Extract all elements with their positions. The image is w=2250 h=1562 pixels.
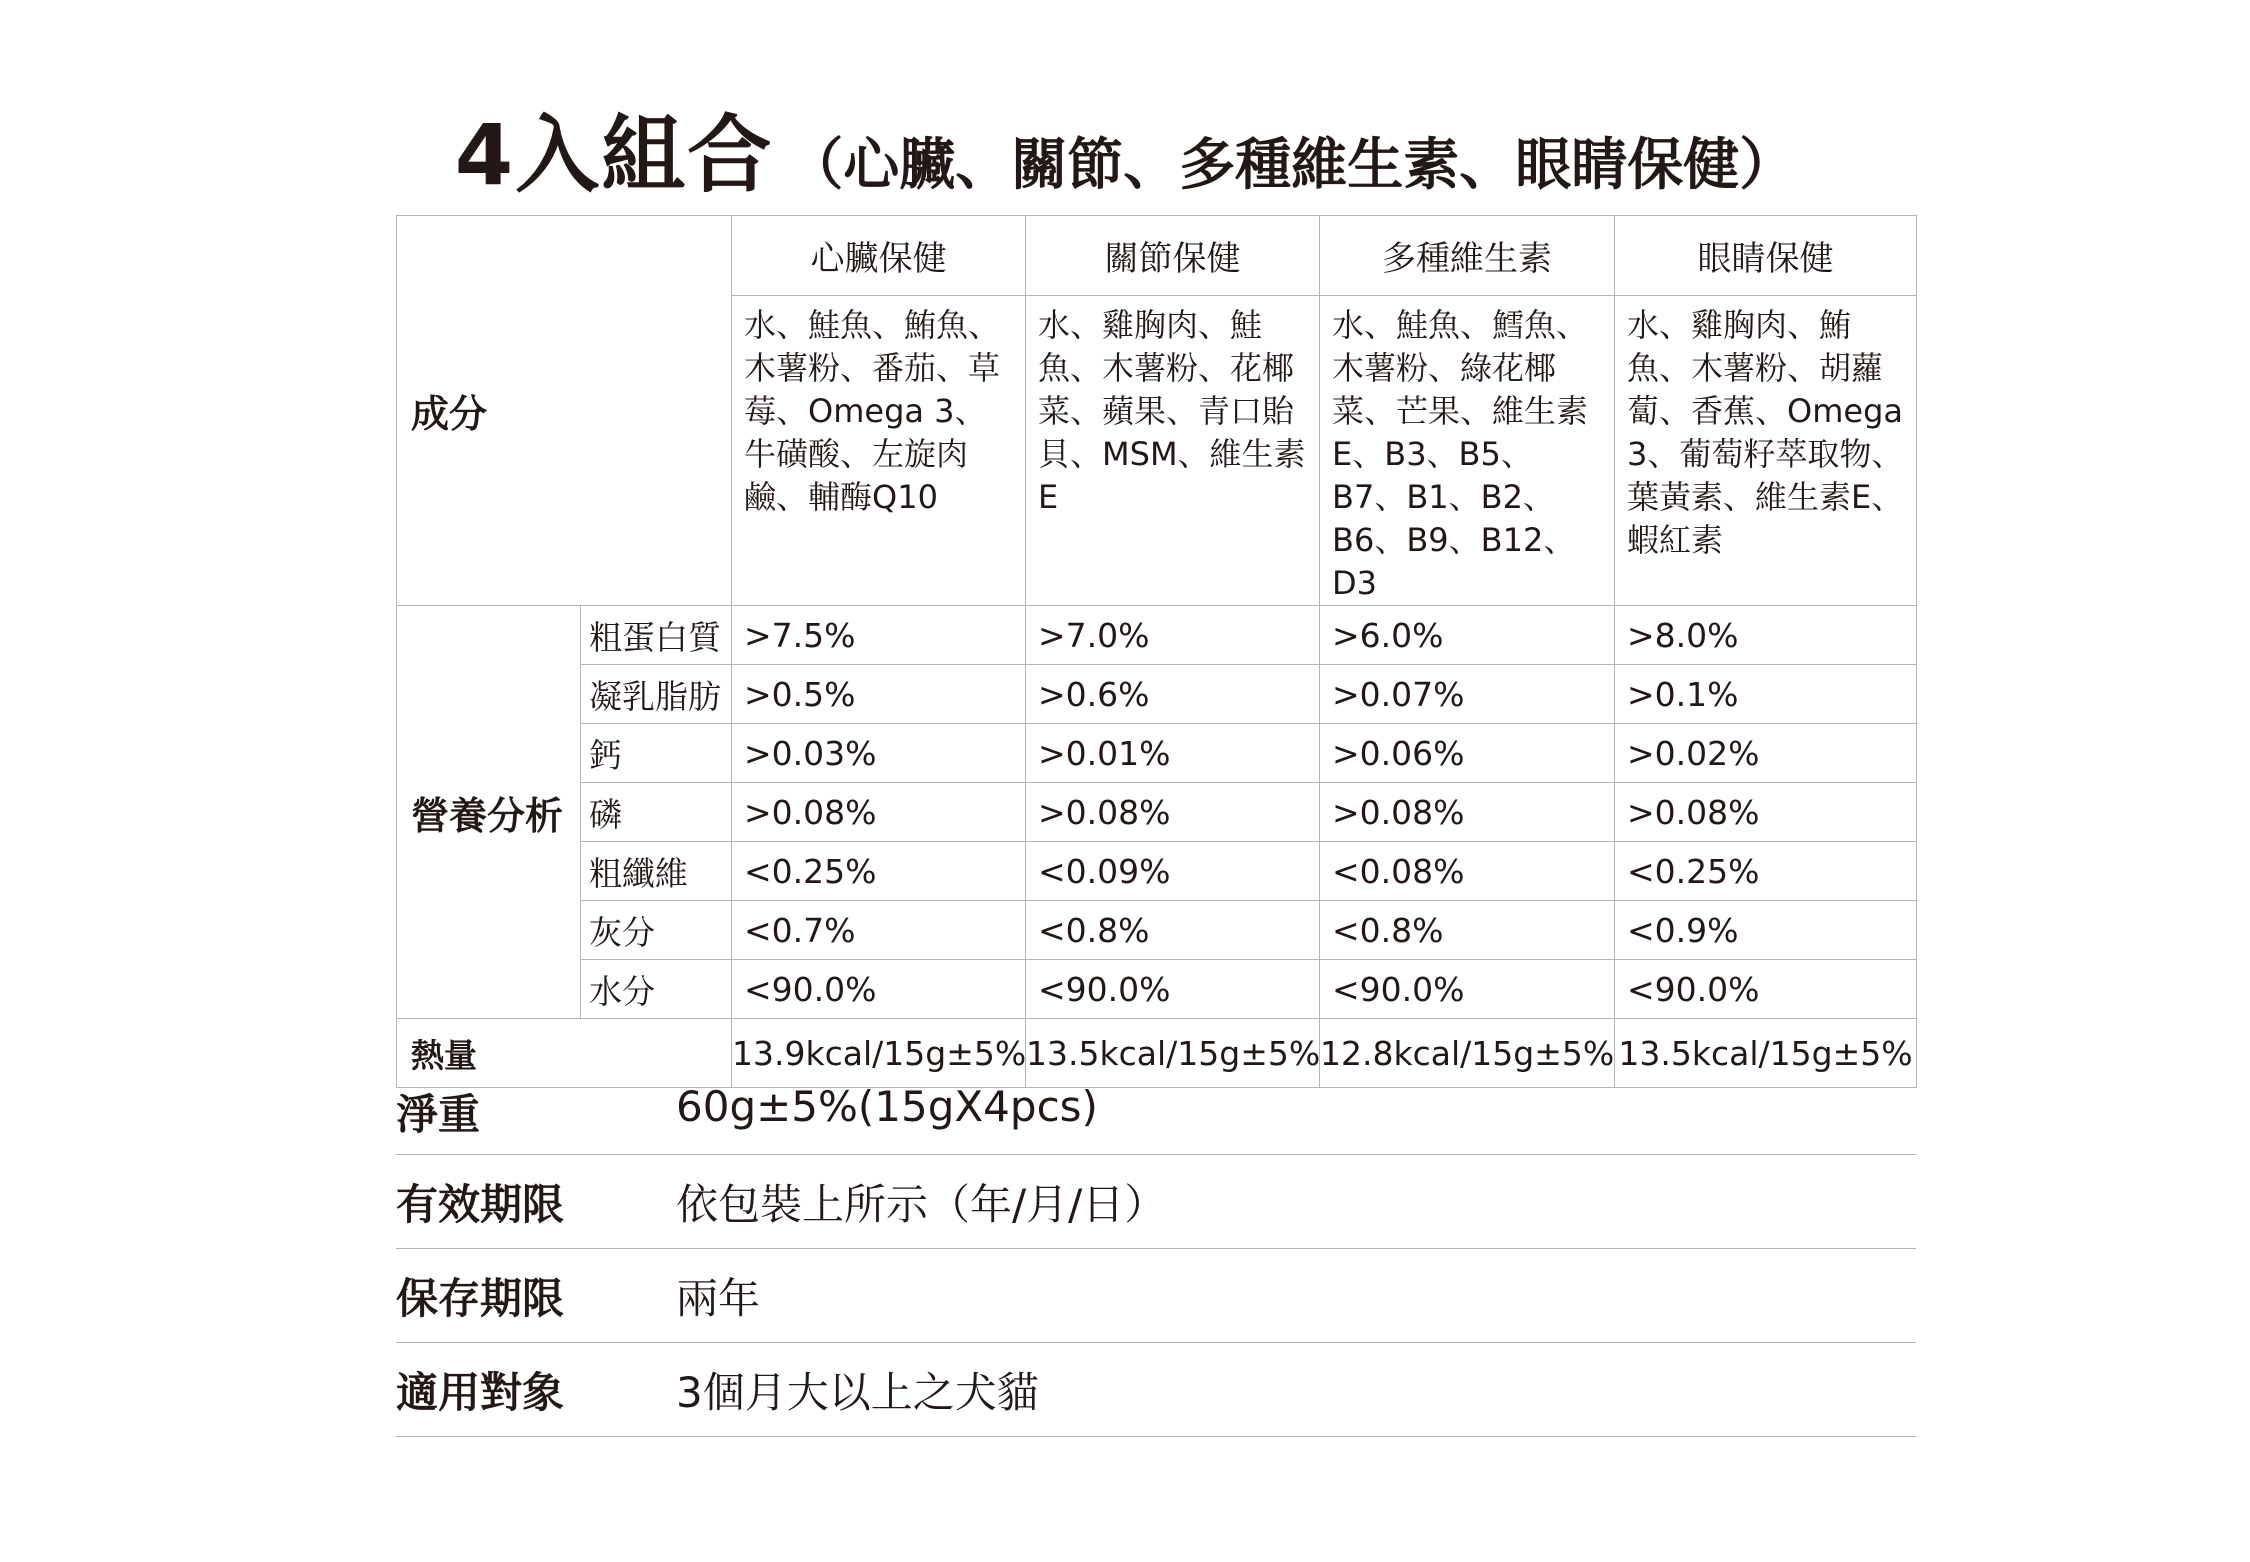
nutrient-value: <0.9% [1615, 901, 1917, 960]
ingredients-joint: 水、雞胸肉、鮭魚、木薯粉、花椰菜、蘋果、青口貽貝、MSM、維生素E [1026, 296, 1320, 606]
nutrient-name: 粗纖維 [581, 842, 732, 901]
energy-value: 13.5kcal/15g±5% [1026, 1019, 1320, 1088]
nutrient-value: <90.0% [1615, 960, 1917, 1019]
nutrition-row [397, 842, 1917, 901]
nutrient-value: <0.8% [1320, 901, 1615, 960]
ingredients-eye: 水、雞胸肉、鮪魚、木薯粉、胡蘿蔔、香蕉、Omega 3、葡萄籽萃取物、葉黃素、維生素E、蝦紅素 [1615, 296, 1917, 606]
nutrient-name: 灰分 [581, 901, 732, 960]
nutrient-value: >0.1% [1615, 665, 1917, 724]
nutrient-value: <0.08% [1320, 842, 1615, 901]
nutrient-value: >0.08% [1026, 783, 1320, 842]
nutrient-value: <0.8% [1026, 901, 1320, 960]
spec-table [396, 215, 1917, 1088]
nutrition-row [397, 901, 1917, 960]
nutrition-row [397, 783, 1917, 842]
nutrient-value: <0.7% [732, 901, 1026, 960]
page-title [0, 88, 2250, 209]
nutrient-value: >0.01% [1026, 724, 1320, 783]
info-key: 有效期限 [396, 1180, 565, 1229]
nutrient-value: >6.0% [1320, 606, 1615, 665]
title-subtitle: （心臟、關節、多種維生素、眼睛保健） [787, 133, 1796, 198]
info-row-net-weight [396, 1080, 1916, 1155]
nutrient-name: 磷 [581, 783, 732, 842]
info-row-target [396, 1342, 1916, 1437]
nutrient-value: <0.25% [732, 842, 1026, 901]
info-value: 60g±5%(15gX4pcs) [676, 1082, 1098, 1131]
nutrient-value: >0.07% [1320, 665, 1615, 724]
nutrient-value: >0.03% [732, 724, 1026, 783]
energy-label: 熱量 [397, 1019, 732, 1088]
nutrition-row [397, 724, 1917, 783]
nutrient-name: 粗蛋白質 [581, 606, 732, 665]
nutrient-value: >0.08% [1320, 783, 1615, 842]
nutrient-value: >0.06% [1320, 724, 1615, 783]
nutrient-value: >8.0% [1615, 606, 1917, 665]
nutrient-value: <90.0% [1026, 960, 1320, 1019]
info-key: 適用對象 [396, 1368, 565, 1417]
ingredients-heart: 水、鮭魚、鮪魚、木薯粉、番茄、草莓、Omega 3、牛磺酸、左旋肉鹼、輔酶Q10 [732, 296, 1026, 606]
nutrient-name: 水分 [581, 960, 732, 1019]
header-heart: 心臟保健 [732, 216, 1026, 296]
nutrition-label: 營養分析 [397, 606, 581, 1019]
nutrition-row [397, 606, 1917, 665]
energy-value: 13.5kcal/15g±5% [1615, 1019, 1917, 1088]
header-eye: 眼睛保健 [1615, 216, 1917, 296]
header-row [397, 216, 1917, 296]
nutrient-value: >0.02% [1615, 724, 1917, 783]
nutrient-value: >7.5% [732, 606, 1026, 665]
nutrition-row [397, 665, 1917, 724]
energy-value: 13.9kcal/15g±5% [732, 1019, 1026, 1088]
nutrient-value: <0.09% [1026, 842, 1320, 901]
info-row-shelf-life [396, 1248, 1916, 1343]
header-multivitamin: 多種維生素 [1320, 216, 1615, 296]
info-key: 淨重 [396, 1090, 481, 1139]
nutrient-value: >7.0% [1026, 606, 1320, 665]
energy-value: 12.8kcal/15g±5% [1320, 1019, 1615, 1088]
nutrient-value: <0.25% [1615, 842, 1917, 901]
info-value: 兩年 [676, 1274, 761, 1323]
nutrient-value: <90.0% [1320, 960, 1615, 1019]
info-row-expiry [396, 1154, 1916, 1249]
nutrition-row [397, 960, 1917, 1019]
ingredients-label: 成分 [397, 216, 732, 606]
info-value: 依包裝上所示（年/月/日） [676, 1180, 1167, 1229]
nutrient-name: 凝乳脂肪 [581, 665, 732, 724]
nutrient-value: >0.6% [1026, 665, 1320, 724]
nutrient-value: >0.5% [732, 665, 1026, 724]
energy-row [397, 1019, 1917, 1088]
nutrient-name: 鈣 [581, 724, 732, 783]
header-joint: 關節保健 [1026, 216, 1320, 296]
nutrient-value: <90.0% [732, 960, 1026, 1019]
ingredients-multivitamin: 水、鮭魚、鱈魚、木薯粉、綠花椰菜、芒果、維生素E、B3、B5、B7、B1、B2、B6、B9、B12、D3 [1320, 296, 1615, 606]
info-key: 保存期限 [396, 1274, 565, 1323]
title-main: 4入組合 [454, 106, 774, 204]
nutrient-value: >0.08% [732, 783, 1026, 842]
info-value: 3個月大以上之犬貓 [676, 1368, 1039, 1417]
nutrient-value: >0.08% [1615, 783, 1917, 842]
